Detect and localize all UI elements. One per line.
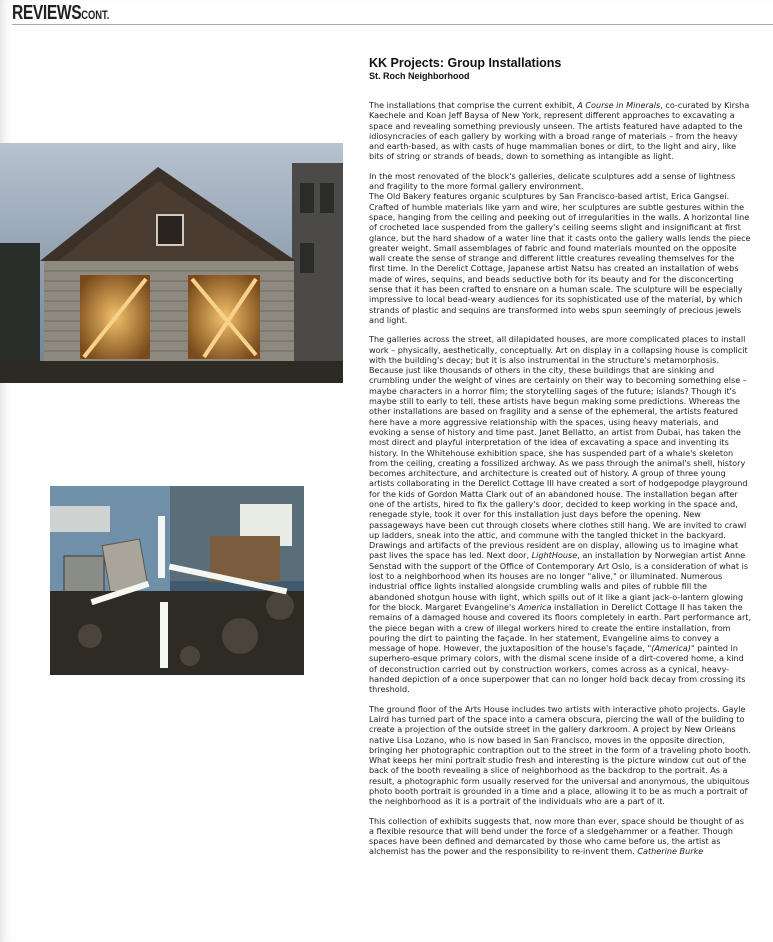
fluorescent-tube-3 [160,602,168,668]
interior-illustration [50,486,304,675]
article-location: St. Roch Neighborhood [369,71,470,81]
work-title-lighthouse: LightHouse [531,550,578,561]
work-title-america: America [518,601,552,612]
section-header [12,2,109,25]
cottage-illustration [0,143,343,383]
paragraph-6: This collection of exhibits suggests that, now more than ever, space should be thought of as a flexible resource that will bend under the force of a sledgehammer or a feather. Though spaces have been defined and demarcated by those who came before us, the artist as alchemist has the power and the responsibility to re-invent them. Catherine Burke [369,815,744,857]
section-label: REVIEWS [12,2,82,24]
paragraph-2: In the most renovated of the block's galleries, delicate sculptures add a sense of lightness and fragility to the more formal gallery environment. [369,170,736,192]
fluorescent-tube-vertical [158,516,165,578]
ground [0,361,343,383]
right-building [292,163,343,383]
header-rule [12,24,773,25]
photo-lighthouse-interior [50,486,304,675]
mantel [50,506,110,532]
article-body [369,100,751,866]
work-title-america-facade: "(America)" [647,643,695,654]
photo-derelict-cottage [0,143,343,383]
author-byline: Catherine Burke [637,846,704,857]
paragraph-3: The Old Bakery features organic sculptures by San Francisco-based artist, Erica Gangsei. Crafted of humble materials like yarn and wire, her sculptures are subtle gestures within the space, hanging from the ceiling and peeking out of irregularities in the walls. A horizontal line of crocheted lace suspended from the gallery's ceiling seems slight and insignificant at first glance, but the hard shadow of a water line that it casts onto the gallery walls lends the piece greater weight. Small assemblages of fabric and found materials mounted on the opposite wall create the sense of strange and different little creatures revealing themselves for the first time. In the Derelict Cottage, Japanese artist Natsu has created an installation of webs made of wires, sequins, and beads seductive both for its beauty and for the disconcerting sense that it has been crafted to ensnare on a human scale. The sculpture will be especially impressive to local bead-weary audiences for its sophisticated use of the material, by which strands of plastic and sequins are transformed into webs spun seemingly of precious jewels and light. [369,191,751,325]
article-title: KK Projects: Group Installations [369,56,562,70]
paragraph-1: The installations that comprise the current exhibit, A Course in Minerals, co-curated by Kirsha Kaechele and Koan Jeff Baysa of New York, represent different approaches to excavating a space and revealing something previously unseen. The artists featured have adapted to the idiosyncracies of each gallery by working with a broad range of materials – from the heavy and earth-based, as with casts of huge mammalian bones or dirt, to the light and airy, like bits of string or strands of beads, down to something as intangible as light. [369,100,750,162]
section-cont-label: CONT. [81,8,110,22]
paragraph-4: The galleries across the street, all dilapidated houses, are more complicated places to install work – physically, aesthetically, conceptually. Art on display in a collapsing house is complicit with the building's decay; but it is also instrumental in the structure's metamorphosis. Because just like thousands of others in the city, these buildings that are sinking and crumbling under the weight of vines are certainly on their way to becoming something else – maybe characters in a horror film; the storytelling sages of the future; islands? Though it's maybe still to early to tell, these artists have begun making some predictions. Whereas the other installations are based on fragility and a sense of the ephemeral, the artists featured here have a more aggressive relationship with the spaces, using heavy materials, and evoking a sense of history and time past. Janet Bellatto, an artist from Dubai, has taken the most direct and playful interpretation of the idea of excavating a space and inventing its history. In the Whitehouse exhibition space, she has suspended part of a whale's skeleton from the ceiling, creating a fossilized archway. As we pass through the animal's shell, history becomes architecture, and architecture is created out of history. A group of three young artists collaborating in the Derelict Cottage III have created a sort of hodgepodge playground for the kids of Gordon Matta Clark out of an abandoned house. The installation began after one of the artists, hired to fix the gallery's door, decided to keep working in the space and, renegade style, took it over for this installation just days before the opening. New passageways have been cut through closets where clothes still hang. We are invited to crawl up ladders, sneak into the attic, and commune with the tangled thicket in the backyard. Drawings and artifacts of the previous resident are on display, allowing us to imagine what past lives the space has led. Next door, LightHouse, an installation by Norwegian artist Anne Senstad with the support of the Office of Contemporary Art Oslo, is a consideration of what is lost to a neighborhood when its houses are no longer "alive," or illuminated. Numerous industrial office lights installed alongside crumbling walls and piles of rubble fill the abandoned shotgun house with light, which spills out of it like a giant jack-o-lantern glowing for the block. Margaret Evangeline's America installation in Derelict Cottage II has taken the remains of a damaged house and covered its floors completely in earth. Part performance art, the piece began with a crew of illegal workers hired to create the entire installation, from pouring the dirt to painting the façade. In her statement, Evangeline aims to convey a message of hope. However, the juxtaposition of the house's façade, "(America)" painted in superhero-esque primary colors, with the dismal scene inside of a dirt-covered home, a kind of deconstruction carried out by construction workers, comes across as a cynical, heavy-handed depiction of a once superpower that can no longer hold back decay from crossing its threshold. [369,334,752,695]
attic-window [157,215,183,245]
paragraph-5: The ground floor of the Arts House includes two artists with interactive photo projects. Gayle Laird has turned part of the space into a camera obscura, piercing the wall of the building to create a projection of the outside street in the gallery darkroom. A project by New Orleans native Lisa Lozano, who is now based in San Francisco, moves in the opposite direction, bringing her photographic contraption out to the street in the form of a traveling photo booth. What keeps her mini portrait studio fresh and interesting is the picture window cut out of the back of the booth revealing a slice of neighborhood as the backdrop to the portrait. As a result, a photographic form usually reserved for the universal and anonymous, the ubiquitous photo booth portrait is grounded in a time and a place, allowing it to be as much a portrait of the neighborhood as it is a portrait of the individuals who are a part of it. [369,703,751,807]
exhibit-title: A Course in Minerals [577,100,661,110]
